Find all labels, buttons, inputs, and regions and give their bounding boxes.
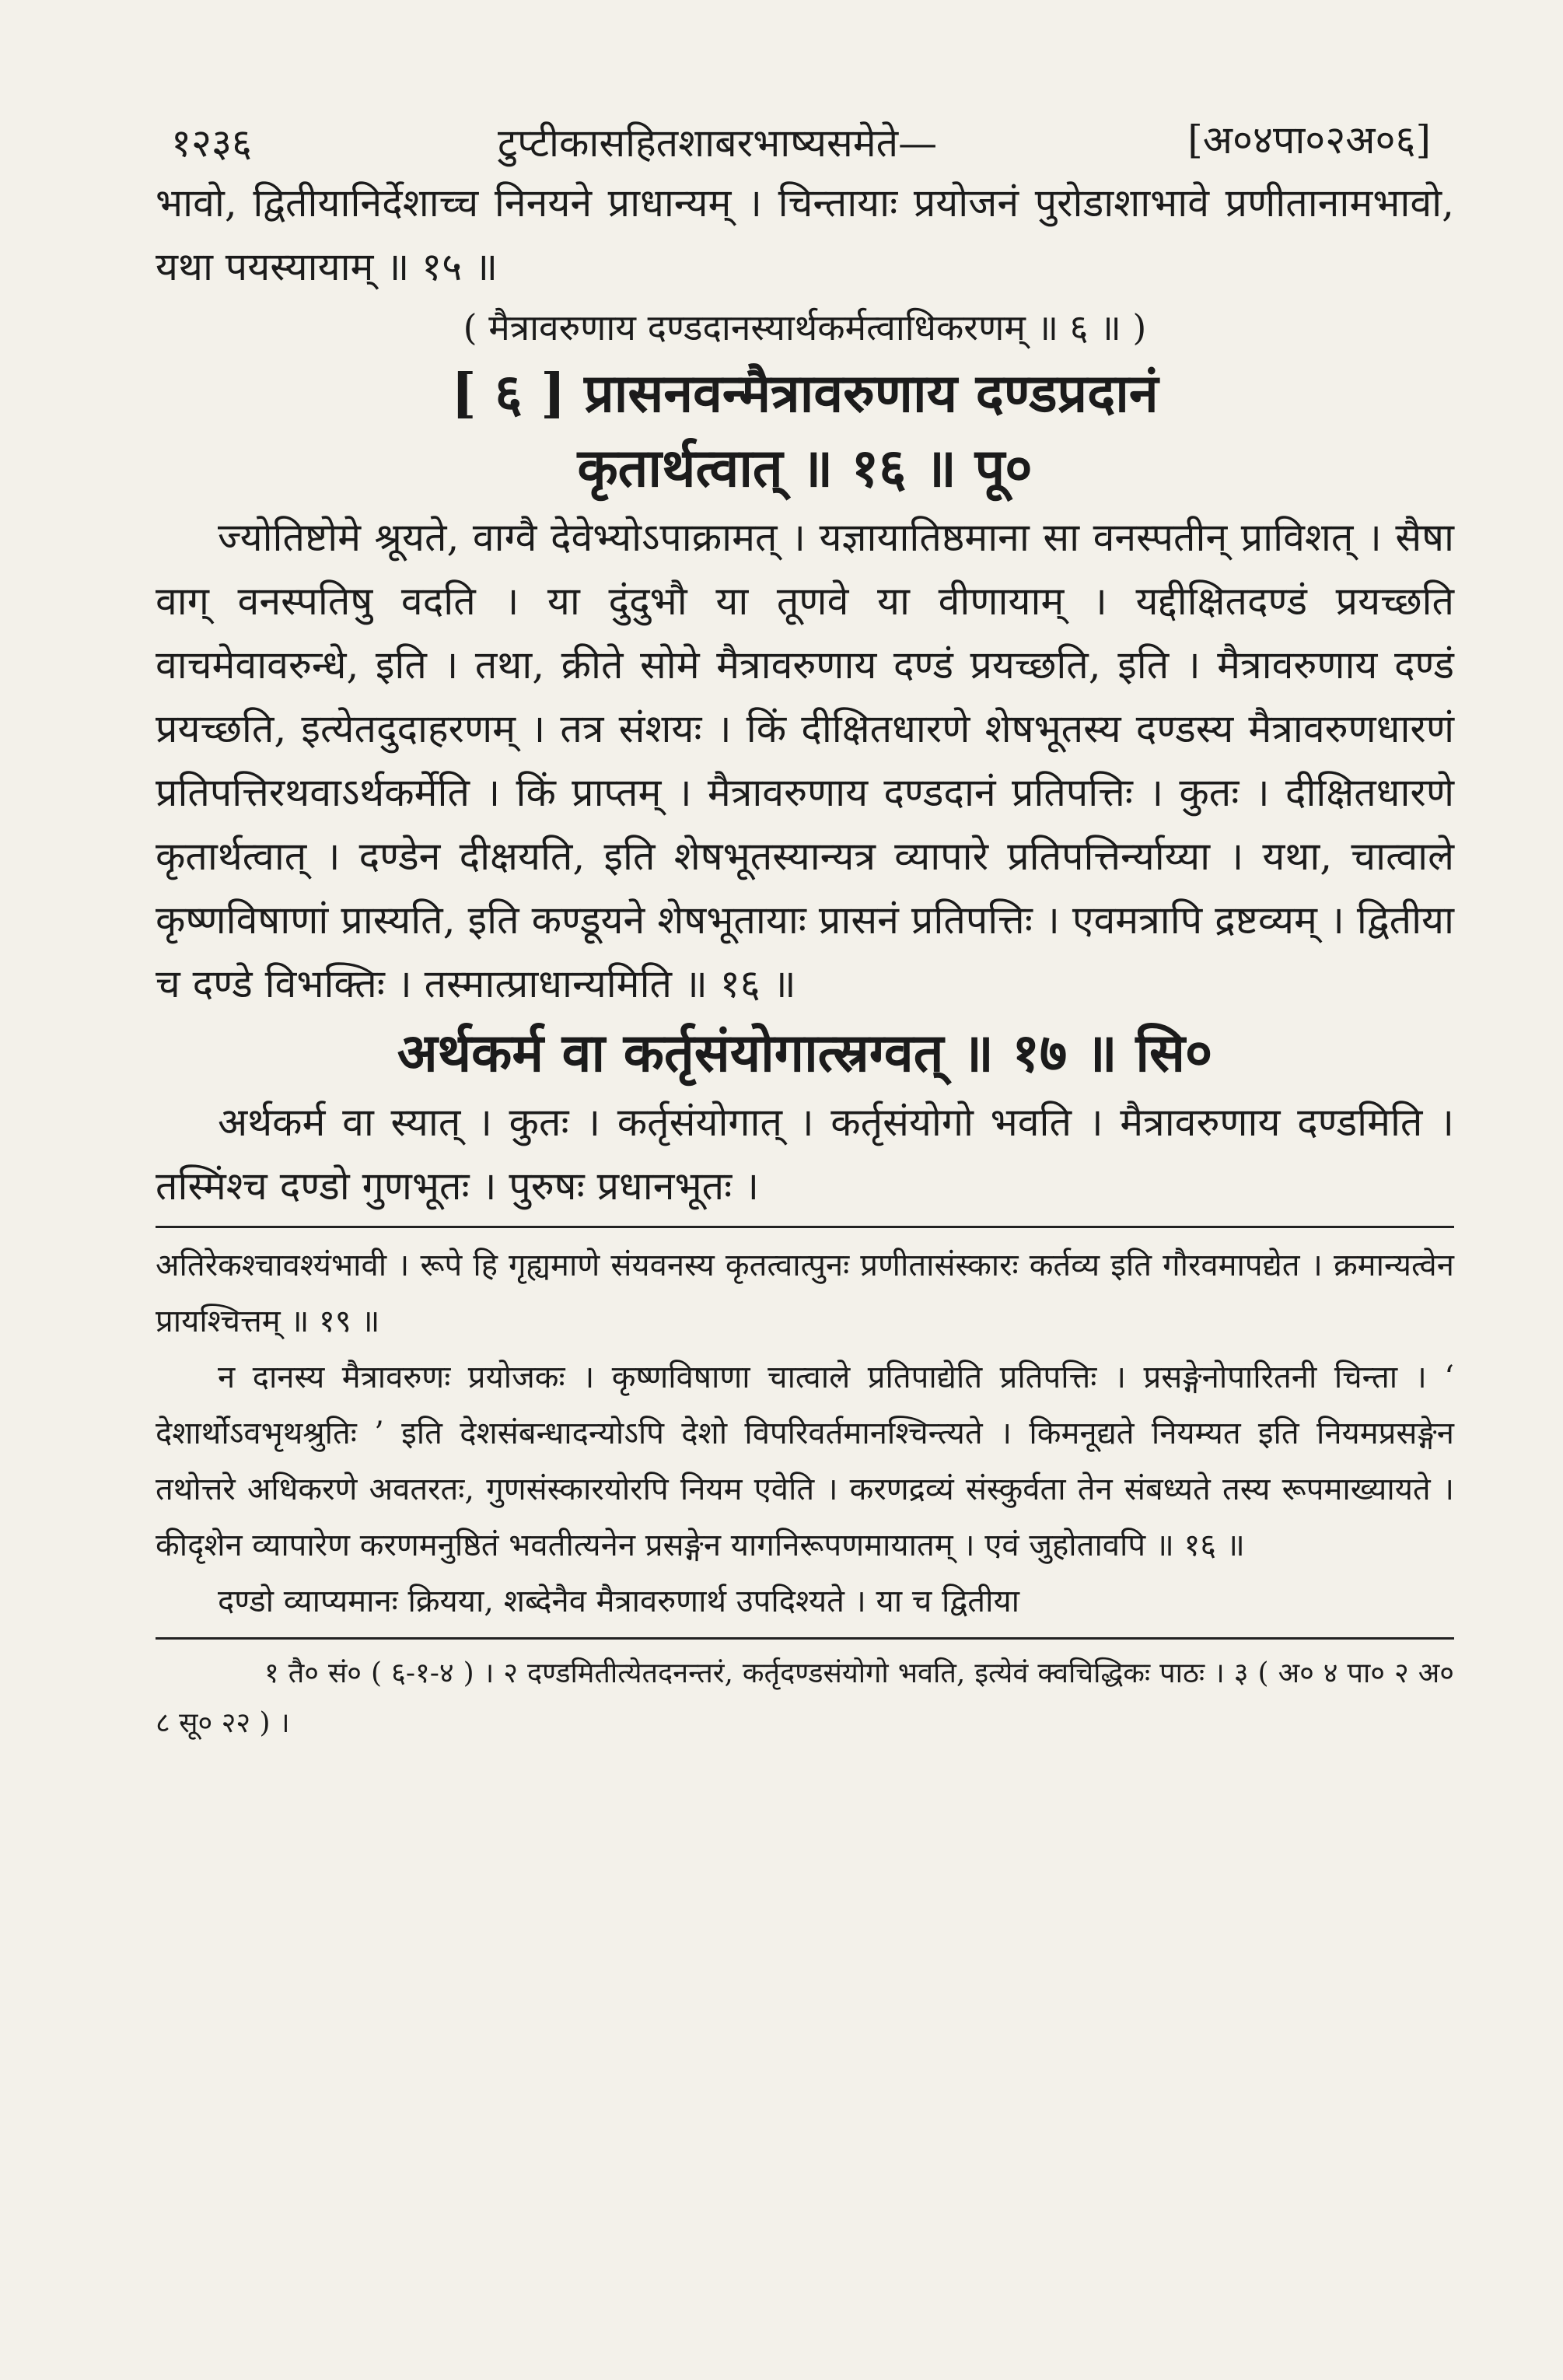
adhikarana-title: ( मैत्रावरुणाय दण्डदानस्यार्थकर्मत्वाधिकरणम् ॥ ६ ॥ ) xyxy=(463,306,1147,348)
page-number: १२३६ xyxy=(171,121,252,166)
bhashya-paragraph-1: ज्योतिष्टोमे श्रूयते, वाग्वै देवेभ्योऽपाक्रामत् । यज्ञायातिष्ठमाना सा वनस्पतीन् प्राविशत् । सैषा वाग् वनस्पतिषु वदति । या दुंदुभौ या तूणवे या वीणायाम् । यद्दीक्षितदण्डं प्रयच्छति वाचमेवावरुन्धे, इति । तथा, क्रीते सोमे मैत्रावरुणाय दण्डं प्रयच्छति, इति । मैत्रावरुणाय दण्डं प्रयच्छति, इत्येतदुदाहरणम् । तत्र संशयः । किं दीक्षितधारणे शेषभूतस्य दण्डस्य मैत्रावरुणधारणं प्रतिपत्तिरथवाऽर्थकर्मेति । किं प्राप्तम् । मैत्रावरुणाय दण्डदानं प्रतिपत्तिः । कुतः । दीक्षितधारणे कृतार्थत्वात् । दण्डेन दीक्षयति, इति शेषभूतस्यान्यत्र व्यापारे प्रतिपत्तिर्न्याय्या । यथा, चात्वाले कृष्णविषाणां प्रास्यति, इति कण्डूयने शेषभूतायाः प्रासनं प्रतिपत्तिः । एवमत्रापि द्रष्टव्यम् । द्वितीया च दण्डे विभक्तिः । तस्मात्प्राधान्यमिति ॥ १६ ॥ xyxy=(156,515,1454,1006)
running-header xyxy=(156,109,1454,171)
sutra-heading-line1: [ ६ ] प्रासनवन्मैत्रावरुणाय दण्डप्रदानं xyxy=(451,362,1159,425)
bhashya-paragraph-2: अर्थकर्म वा स्यात् । कुतः । कर्तृसंयोगात् । कर्तृसंयोगो भवति । मैत्रावरुणाय दण्डमिति । तस्मिंश्च दण्डो गुणभूतः । पुरुषः प्रधानभूतः । xyxy=(156,1100,1454,1209)
tika-paragraph-3: दण्डो व्याप्यमानः क्रियया, शब्देनैव मैत्रावरुणार्थ उपदिश्यते । या च द्वितीया xyxy=(218,1584,1020,1619)
sutra-heading-line2: कृतार्थत्वात् ॥ १६ ॥ पू० xyxy=(577,437,1033,499)
tika-paragraph-1: अतिरेकश्चावश्यंभावी । रूपे हि गृह्यमाणे संयवनस्य कृतत्वात्पुनः प्रणीतासंस्कारः कर्तव्य इति गौरवमापद्येत । क्रमान्यत्वेन प्रायश्चित्तम् ॥ १९ ॥ xyxy=(156,1248,1454,1339)
running-title: टुप्टीकासहितशाबरभाष्यसमेते— xyxy=(498,121,938,166)
footnote-rule xyxy=(156,1637,1454,1640)
tika-paragraph-2: न दानस्य मैत्रावरुणः प्रयोजकः । कृष्णविषाणा चात्वाले प्रतिपाद्येति प्रतिपत्तिः । प्रसङ्गेनोपारितनी चिन्ता । ‘ देशार्थोऽवभृथश्रुतिः ’ इति देशसंबन्धादन्योऽपि देशो विपरिवर्तमानश्चिन्त्यते । किमनूद्यते नियम्यत इति नियमप्रसङ्गेन तथोत्तरे अधिकरणे अवतरतः, गुणसंस्कारयोरपि नियम एवेति । करणद्रव्यं संस्कुर्वता तेन संबध्यते तस्य रूपमाख्यायते । कीदृशेन व्यापारेण करणमनुष्ठितं भवतीत्यनेन प्रसङ्गेन यागनिरूपणमायातम् । एवं जुहोतावपि ॥ १६ ॥ xyxy=(156,1360,1454,1563)
sutra-17: अर्थकर्म वा कर्तृसंयोगात्स्रग्वत् ॥ १७ ॥ सि० xyxy=(397,1022,1213,1084)
top-paragraph: भावो, द्वितीयानिर्देशाच्च निनयने प्राधान्यम् । चिन्तायाः प्रयोजनं पुरोडाशाभावे प्रणीतानामभावो, यथा पयस्यायाम् ॥ १५ ॥ xyxy=(156,180,1454,289)
divider-rule xyxy=(156,1226,1454,1228)
section-reference: [अ०४पा०२अ०६] xyxy=(1187,117,1431,163)
footnote: १ तै० सं० ( ६-१-४ ) । २ दण्डमितीत्येतदनन्तरं, कर्तृदण्डसंयोगो भवति, इत्येवं क्वचिद्धिकः पाठः । ३ ( अ० ४ पा० २ अ० ८ सू० २२ ) । xyxy=(156,1657,1454,1739)
